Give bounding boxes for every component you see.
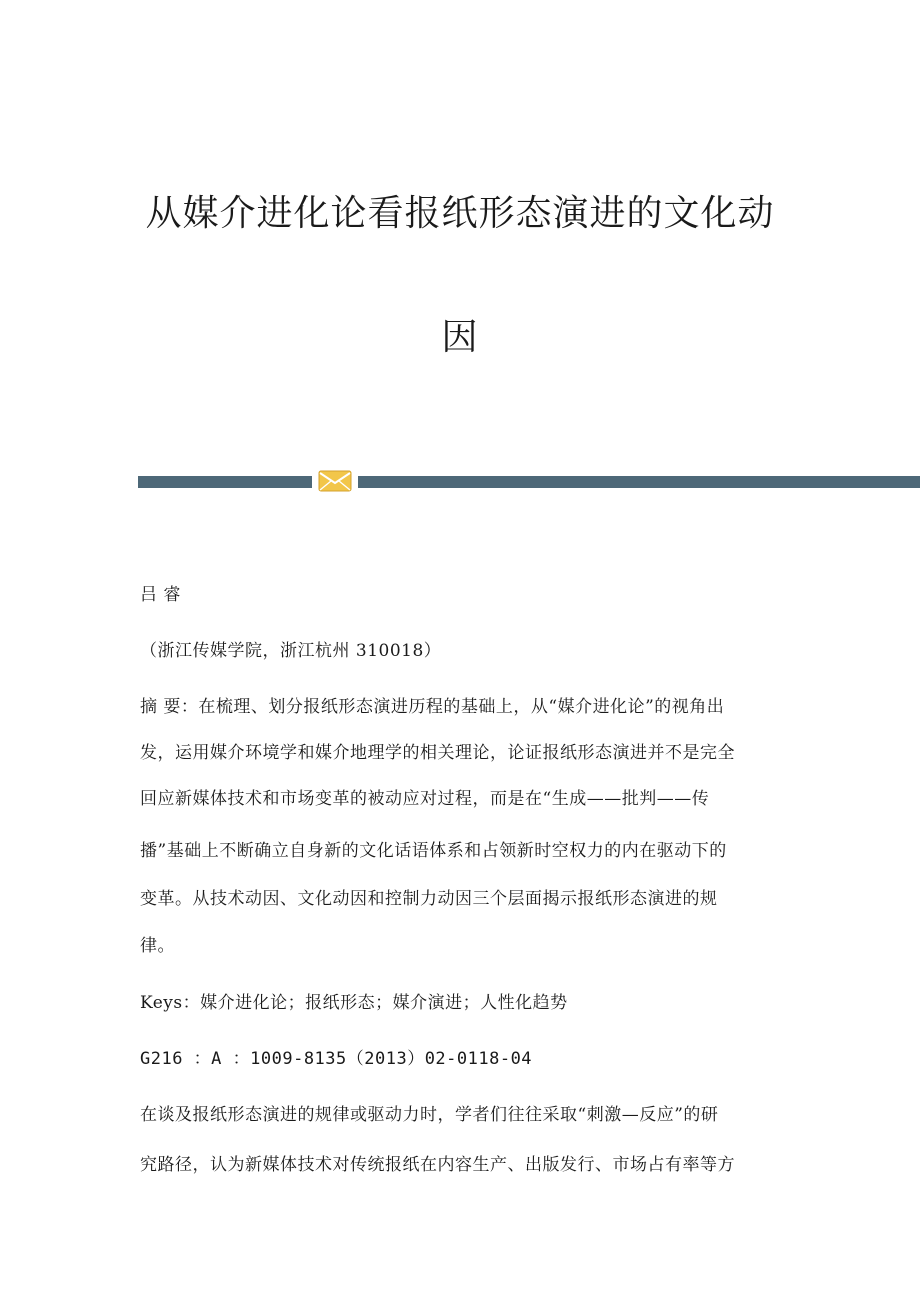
page-title-line-2: 因	[441, 317, 479, 358]
body-paragraph-line: 究路径，认为新媒体技术对传统报纸在内容生产、出版发行、市场占有率等方	[140, 1155, 735, 1175]
page-title-line-1: 从媒介进化论看报纸形态演进的文化动	[145, 193, 775, 234]
divider-bar-right	[358, 476, 920, 488]
author-name: 吕 睿	[140, 585, 181, 605]
abstract-line: 律。	[140, 936, 175, 956]
abstract-line: 发，运用媒介环境学和媒介地理学的相关理论，论证报纸形态演进并不是完全	[140, 743, 735, 763]
body-paragraph-line: 在谈及报纸形态演进的规律或驱动力时，学者们往往采取“刺激—反应”的研	[140, 1105, 719, 1125]
abstract-line: 播”基础上不断确立自身新的文化话语体系和占领新时空权力的内在驱动下的	[140, 841, 727, 861]
title-divider	[138, 474, 920, 490]
abstract-line: 变革。从技术动因、文化动因和控制力动因三个层面揭示报纸形态演进的规	[140, 889, 718, 909]
abstract-line: 摘 要：在梳理、划分报纸形态演进历程的基础上，从“媒介进化论”的视角出	[140, 697, 725, 717]
keywords: Keys：媒介进化论；报纸形态；媒介演进；人性化趋势	[140, 993, 568, 1013]
abstract-line: 回应新媒体技术和市场变革的被动应对过程，而是在“生成——批判——传	[140, 789, 710, 809]
envelope-icon	[318, 470, 352, 492]
author-affiliation: （浙江传媒学院，浙江杭州 310018）	[140, 641, 442, 661]
classification-number: G216 ：A ：1009-8135（2013）02-0118-04	[140, 1049, 533, 1069]
divider-bar-left	[138, 476, 312, 488]
